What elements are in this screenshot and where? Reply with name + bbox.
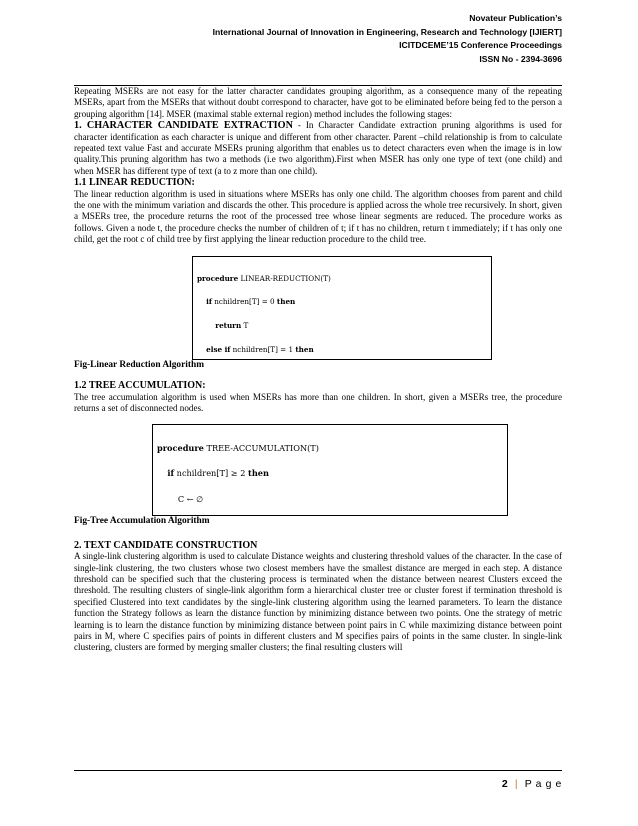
- section-1-1-heading: 1.1 LINEAR REDUCTION:: [74, 177, 195, 189]
- section-1-text: - In Character Candidate extraction pruning algorithms is used for character identification as each character is unique and different from other character. Parent –child relationship is from to calculate repeated text value Fast and accurate MSERs pruning algorithm that enables us to detect characters even when the image is in low quality.This pruning algorithm has two a methods (i.e two algorithm).First when MSER has only one type of text (one child) and when MSER has different type of text (a to z more than one child).: [74, 120, 562, 176]
- journal-title-line: International Journal of Innovation in Engineering, Research and Technology [IJIERT]: [212, 26, 562, 37]
- footer-rule: [74, 770, 562, 771]
- page-label: P a g e: [524, 778, 562, 790]
- tree-accumulation-algorithm-figure: [152, 424, 508, 516]
- algo-line: if nchildren[T] ≥ 2 then: [167, 468, 269, 479]
- section-1-1-paragraph: The linear reduction algorithm is used in situations where MSERs has only one child. The algorithm chooses from parent and child the one with the minimum variation and discards the other. This procedure is applied across the whole tree recursively. In short, given a MSERs tree, the procedure returns the root of the processed tree whose linear segments are reduced. The procedure works as follows. Given a node t, the procedure checks the number of children of t; if t has no children, return t immediately; if t has only one child, get the root c of child tree by first applying the linear reduction procedure to the child tree.: [74, 188, 562, 245]
- algo-line: procedure TREE-ACCUMULATION(T): [157, 443, 319, 454]
- section-2-heading: 2. TEXT CANDIDATE CONSTRUCTION: [74, 539, 258, 551]
- section-1-paragraph: [74, 120, 562, 177]
- page-footer: [502, 778, 562, 790]
- algo-line: C ← ∅: [157, 493, 204, 504]
- algo-line: else if nchildren[T] = 1 then: [206, 344, 314, 354]
- issn-line: ISSN No - 2394-3696: [479, 53, 562, 64]
- algo-line: procedure LINEAR-REDUCTION(T): [197, 273, 331, 283]
- linear-reduction-algorithm-figure: [192, 256, 492, 360]
- intro-paragraph: Repeating MSERs are not easy for the latter character candidates grouping algorithm, as a consequence many of the repeating MSERs, apart from the MSERs that without doubt correspond to character, have got to be eliminated before being fed to the person a grouping algorithm [14]. MSER (maximal stable external region) method includes the following stages:: [74, 86, 562, 119]
- conference-line: ICITDCEME’15 Conference Proceedings: [399, 40, 562, 51]
- journal-header: [213, 12, 562, 66]
- section-1-2-paragraph: The tree accumulation algorithm is used when MSERs has more than one children. In short, given a MSERs tree, the procedure returns a set of disconnected nodes.: [74, 391, 562, 413]
- footer-separator: |: [514, 778, 519, 790]
- section-1-2-heading: 1.2 TREE ACCUMULATION:: [74, 380, 206, 392]
- page-number: 2: [501, 778, 509, 790]
- section-2-paragraph: A single-link clustering algorithm is used to calculate Distance weights and clustering threshold values of the character. In the case of single-link clustering, the two clusters whose two closest members have the smallest distance are merged in each step. A distance threshold can be specified such that the clustering process is terminated when the distance between nearest Clusters exceed the threshold. The resulting clusters of single-link algorithm form a hierarchical cluster tree or cluster forest if termination threshold is specified Clustered into text candidates by the single-link clustering algorithm using the learned parameters. To learn the distance function the Strategy follows as learn the distance function by minimizing distance between two points. One the strategy of metric learning is to learn the distance function by minimizing distance between point pairs in C while maximizing distance between point pairs in M, where C specifies pairs of points in different clusters and M specifies pairs of points in the same cluster. In single-link clustering, clusters are formed by merging smaller clusters; the final resulting clusters will: [74, 551, 562, 653]
- publisher-line: Novateur Publication’s: [469, 13, 562, 23]
- algo-line: if nchildren[T] = 0 then: [206, 297, 296, 307]
- page-body: [74, 86, 562, 654]
- algo-line: return T: [215, 320, 249, 330]
- figure-caption-linear-reduction: Fig-Linear Reduction Algorithm: [74, 359, 205, 370]
- figure-caption-tree-accumulation: Fig-Tree Accumulation Algorithm: [74, 516, 210, 527]
- section-1-heading: 1. CHARACTER CANDIDATE EXTRACTION: [74, 120, 293, 132]
